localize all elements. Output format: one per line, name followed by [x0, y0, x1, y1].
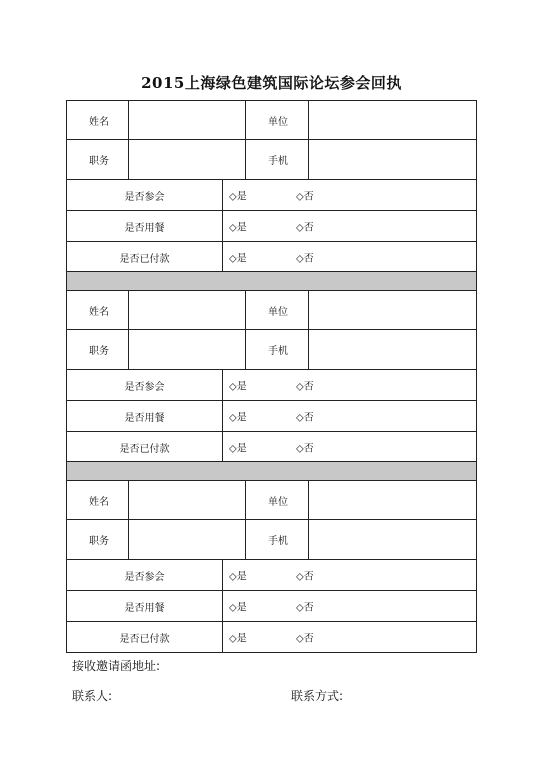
paid-yes-option[interactable]: ◇是: [229, 633, 247, 645]
attendee-1-name-label-cell: [66, 100, 129, 140]
attendee-1-unit-field[interactable]: [308, 100, 477, 140]
position-label: 职务: [89, 346, 109, 357]
attendee-2-paid-label: 是否已付款: [66, 431, 223, 463]
position-label: 职务: [89, 156, 109, 167]
dine-yes-option[interactable]: ◇是: [229, 412, 247, 424]
attendee-3-paid-label: 是否已付款: [66, 621, 223, 653]
dine-yes-option[interactable]: ◇是: [229, 602, 247, 614]
unit-label: 单位: [268, 306, 288, 318]
attendee-1-mobile-field[interactable]: [308, 139, 477, 180]
attend-no-option[interactable]: ◇否: [296, 191, 314, 203]
contact-method-label: 联系方式:: [291, 689, 344, 703]
page-title: 2015上海绿色建筑国际论坛参会回执: [141, 74, 402, 92]
contact-person-label: 联系人:: [72, 689, 113, 703]
name-label: 姓名: [89, 116, 109, 128]
attendee-1-dine-label: 是否用餐: [66, 210, 223, 242]
attendee-3-dine-label: 是否用餐: [66, 590, 223, 622]
attendee-2-name-field[interactable]: [128, 290, 246, 330]
attendee-2-dine-options: [222, 400, 477, 432]
attend-yes-option[interactable]: ◇是: [229, 571, 247, 583]
attendee-1-position-label-cell: [66, 139, 129, 180]
attendee-3-position-field[interactable]: [128, 519, 246, 560]
attendee-3-dine-options: [222, 590, 477, 622]
mobile-label: 手机: [268, 346, 288, 357]
mobile-label: 手机: [268, 156, 288, 167]
attendee-2-unit-field[interactable]: [308, 290, 477, 330]
paid-no-option[interactable]: ◇否: [296, 633, 314, 645]
unit-label: 单位: [268, 496, 288, 508]
attendee-3-attend-options: [222, 559, 477, 591]
paid-yes-option[interactable]: ◇是: [229, 443, 247, 455]
attendee-2-position-label-cell: [66, 329, 129, 370]
attendee-1-attend-label: 是否参会: [66, 179, 223, 211]
name-label: 姓名: [89, 496, 109, 508]
position-label: 职务: [89, 536, 109, 547]
dine-yes-option[interactable]: ◇是: [229, 222, 247, 234]
attendee-1-position-field[interactable]: [128, 139, 246, 180]
attendee-2-mobile-label-cell: [245, 329, 309, 370]
attend-yes-option[interactable]: ◇是: [229, 381, 247, 393]
attend-yes-option[interactable]: ◇是: [229, 191, 247, 203]
attendee-2-mobile-field[interactable]: [308, 329, 477, 370]
mobile-label: 手机: [268, 536, 288, 547]
attendee-3-name-label-cell: [66, 480, 129, 520]
attend-no-option[interactable]: ◇否: [296, 571, 314, 583]
section-separator-1: [66, 271, 477, 291]
attendee-3-unit-field[interactable]: [308, 480, 477, 520]
attendee-1-mobile-label-cell: [245, 139, 309, 180]
attendee-2-dine-label: 是否用餐: [66, 400, 223, 432]
invitation-address-label: 接收邀请函地址:: [72, 659, 161, 673]
attendee-2-paid-options: [222, 431, 477, 463]
attendee-2-unit-label-cell: [245, 290, 309, 330]
attendee-2-position-field[interactable]: [128, 329, 246, 370]
dine-no-option[interactable]: ◇否: [296, 222, 314, 234]
attendee-3-attend-label: 是否参会: [66, 559, 223, 591]
attendee-1-dine-options: [222, 210, 477, 242]
attendee-2-name-label-cell: [66, 290, 129, 330]
section-separator-2: [66, 461, 477, 481]
attendee-1-paid-label: 是否已付款: [66, 241, 223, 273]
dine-no-option[interactable]: ◇否: [296, 412, 314, 424]
attendee-2-attend-options: [222, 369, 477, 401]
attendee-3-paid-options: [222, 621, 477, 653]
attendee-1-attend-options: [222, 179, 477, 211]
attendee-1-unit-label-cell: [245, 100, 309, 140]
attendee-3-unit-label-cell: [245, 480, 309, 520]
attendee-3-mobile-field[interactable]: [308, 519, 477, 560]
paid-yes-option[interactable]: ◇是: [229, 253, 247, 265]
attendee-3-mobile-label-cell: [245, 519, 309, 560]
unit-label: 单位: [268, 116, 288, 128]
attendee-3-position-label-cell: [66, 519, 129, 560]
attendee-1-name-field[interactable]: [128, 100, 246, 140]
dine-no-option[interactable]: ◇否: [296, 602, 314, 614]
paid-no-option[interactable]: ◇否: [296, 253, 314, 265]
attendee-3-name-field[interactable]: [128, 480, 246, 520]
attendee-1-paid-options: [222, 241, 477, 273]
attend-no-option[interactable]: ◇否: [296, 381, 314, 393]
paid-no-option[interactable]: ◇否: [296, 443, 314, 455]
name-label: 姓名: [89, 306, 109, 318]
attendee-2-attend-label: 是否参会: [66, 369, 223, 401]
